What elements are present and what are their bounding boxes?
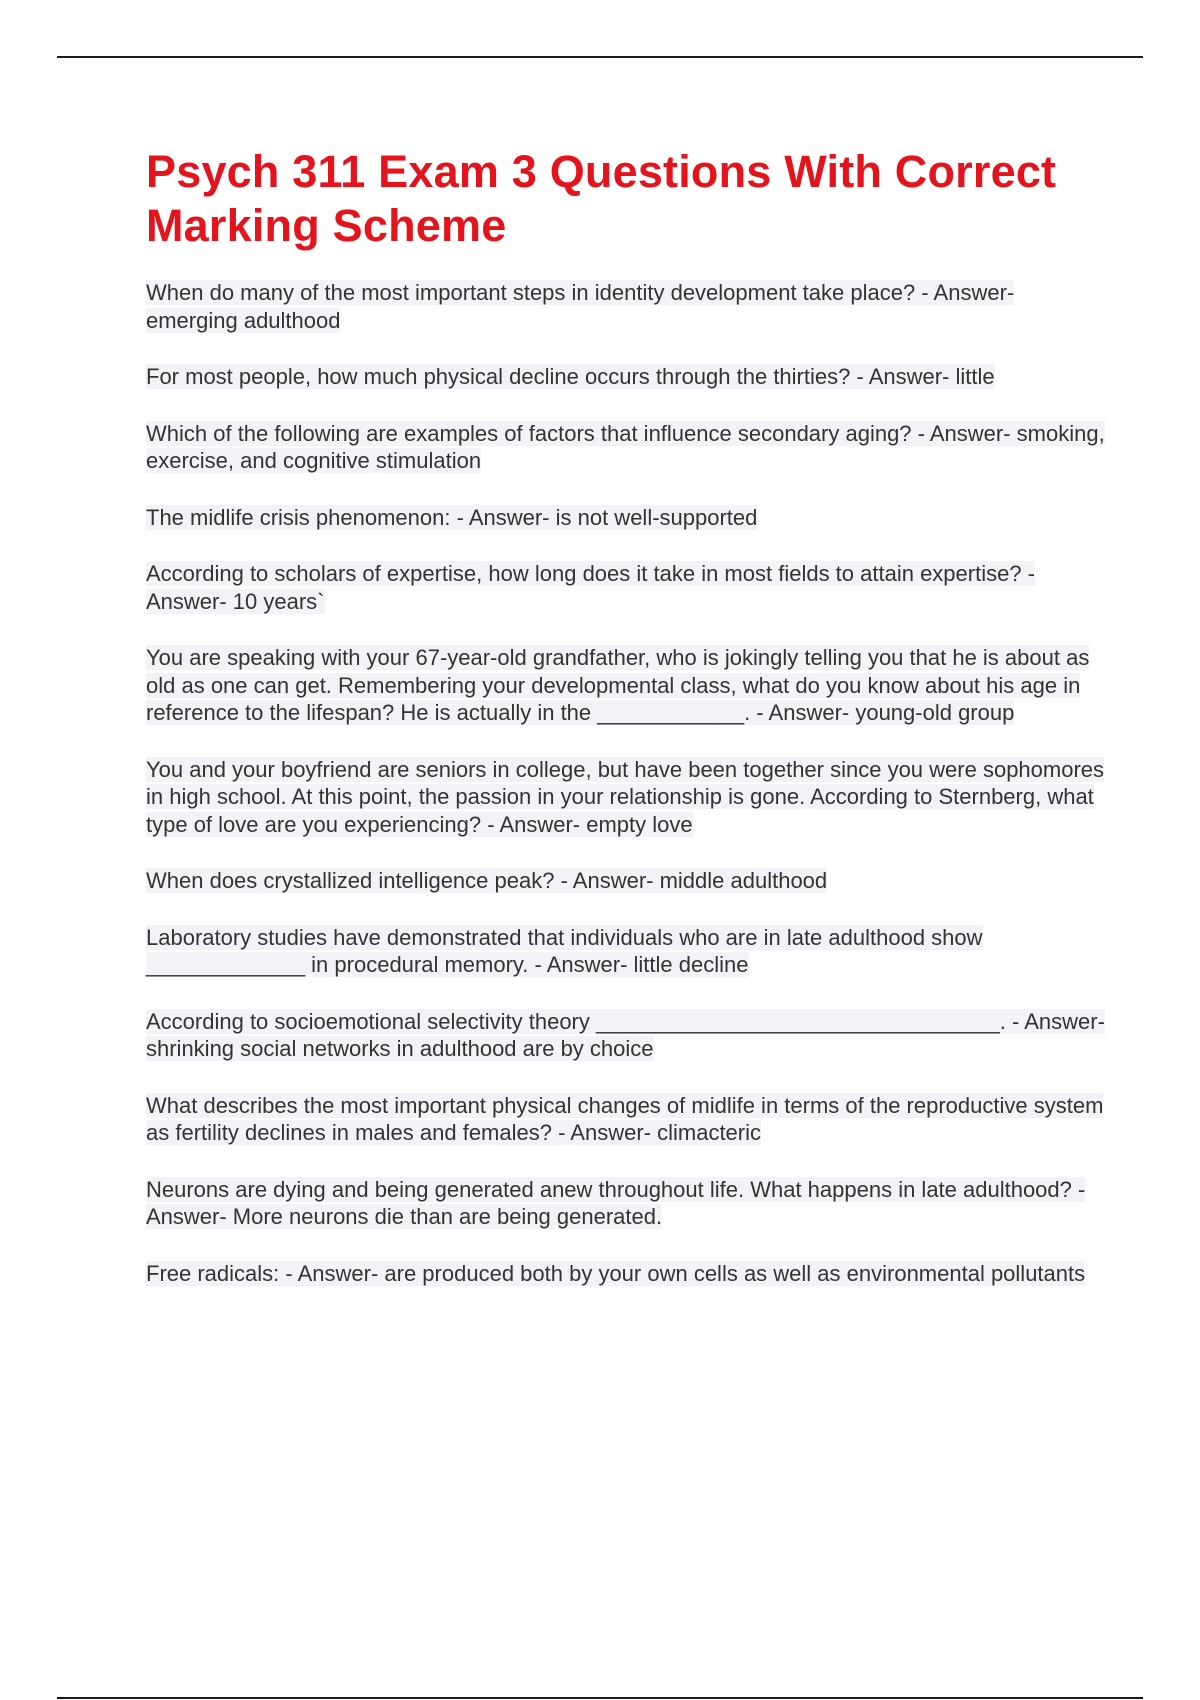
qa-item-6 <box>146 644 1106 727</box>
qa-text: Neurons are dying and being generated anew throughout life. What happens in late adulthood? - Answer- More neurons die than are being generated. <box>146 1176 1086 1229</box>
top-rule <box>57 56 1143 58</box>
qa-text: According to socioemotional selectivity theory _________________________________. - Answer- shrinking social networks in adulthood are by choice <box>146 1008 1105 1061</box>
qa-text: When does crystallized intelligence peak? - Answer- middle adulthood <box>146 868 828 893</box>
document-body <box>146 145 1106 1316</box>
bottom-rule <box>57 1697 1143 1699</box>
qa-text: Which of the following are examples of factors that influence secondary aging? - Answer- smoking, exercise, and cognitive stimulation <box>146 420 1105 473</box>
qa-item-2 <box>146 363 1106 391</box>
qa-item-7 <box>146 756 1106 839</box>
qa-item-3 <box>146 420 1106 475</box>
qa-item-5 <box>146 560 1106 615</box>
qa-item-12 <box>146 1176 1106 1231</box>
qa-item-4 <box>146 504 1106 532</box>
qa-item-10 <box>146 1008 1106 1063</box>
qa-text: You and your boyfriend are seniors in college, but have been together since you were sophomores in high school. At this point, the passion in your relationship is gone. According to Sternberg, what type of love are you experiencing? - Answer- empty love <box>146 756 1105 837</box>
qa-text: According to scholars of expertise, how long does it take in most fields to attain expertise? - Answer- 10 years` <box>146 561 1036 614</box>
qa-list <box>146 279 1106 1287</box>
qa-text: What describes the most important physical changes of midlife in terms of the reproductive system as fertility declines in males and females? - Answer- climacteric <box>146 1092 1104 1145</box>
document-title: Psych 311 Exam 3 Questions With Correct Marking Scheme <box>146 146 1057 251</box>
qa-item-13 <box>146 1260 1106 1288</box>
qa-item-8 <box>146 867 1106 895</box>
qa-text: Laboratory studies have demonstrated that individuals who are in late adulthood show _____________ in procedural memory. - Answer- little decline <box>146 924 983 977</box>
qa-text: The midlife crisis phenomenon: - Answer- is not well-supported <box>146 504 758 530</box>
qa-text: For most people, how much physical decline occurs through the thirties? - Answer- little <box>146 364 995 389</box>
qa-text: Free radicals: - Answer- are produced both by your own cells as well as environmental pollutants <box>146 1260 1086 1286</box>
qa-text: You are speaking with your 67-year-old grandfather, who is jokingly telling you that he is about as old as one can get. Remembering your developmental class, what do you know about his age in reference to the lifespan? He is actually in the ____________. - Answer- young-old group <box>146 645 1090 725</box>
qa-item-9 <box>146 924 1106 979</box>
qa-item-1 <box>146 279 1106 334</box>
qa-text: When do many of the most important steps in identity development take place? - Answer- emerging adulthood <box>146 280 1015 333</box>
qa-item-11 <box>146 1092 1106 1147</box>
